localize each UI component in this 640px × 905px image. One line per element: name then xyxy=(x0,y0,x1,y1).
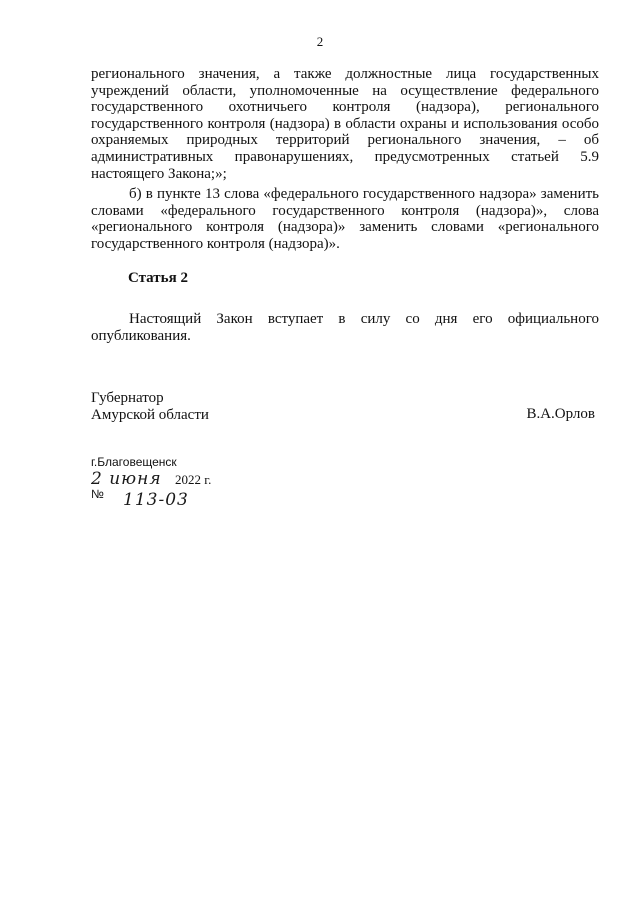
page-number: 2 xyxy=(316,34,324,49)
signatory-title-line-2: Амурской области xyxy=(91,406,209,423)
paragraph-effective-date: Настоящий Закон вступает в силу со дня его официального опубликования. xyxy=(91,311,599,344)
article-heading: Статья 2 xyxy=(128,270,188,286)
paragraph-item-b: б) в пункте 13 слова «федерального государственного надзора» заменить словами «федерального государственного контроля (надзора)», слова «регионального контроля (надзора)» заменить словами «регионального государственного контроля (надзора)». xyxy=(91,186,599,252)
signatory-title-line-1: Губернатор xyxy=(91,390,164,406)
law-number-line xyxy=(91,487,291,513)
signatory-title xyxy=(91,390,209,423)
handwritten-date: 2 июня xyxy=(91,469,162,489)
year-text: 2022 г. xyxy=(175,472,212,487)
signatory-name: В.А.Орлов xyxy=(526,406,595,422)
number-sign: № xyxy=(91,487,104,501)
paragraph-continuation: регионального значения, а также должностные лица государственных учреждений области, уполномоченные на осуществление федерального государственного охотничьего контроля (надзора), регионального государственного контроля (надзора) в области охраны и использования особо охраняемых природных территорий регионального значения, – об административных правонарушениях, предусмотренных статьей 5.9 настоящего Закона;»; xyxy=(91,66,599,182)
handwritten-law-number: 113-03 xyxy=(123,490,189,510)
place-of-signing: г.Благовещенск xyxy=(91,455,177,469)
